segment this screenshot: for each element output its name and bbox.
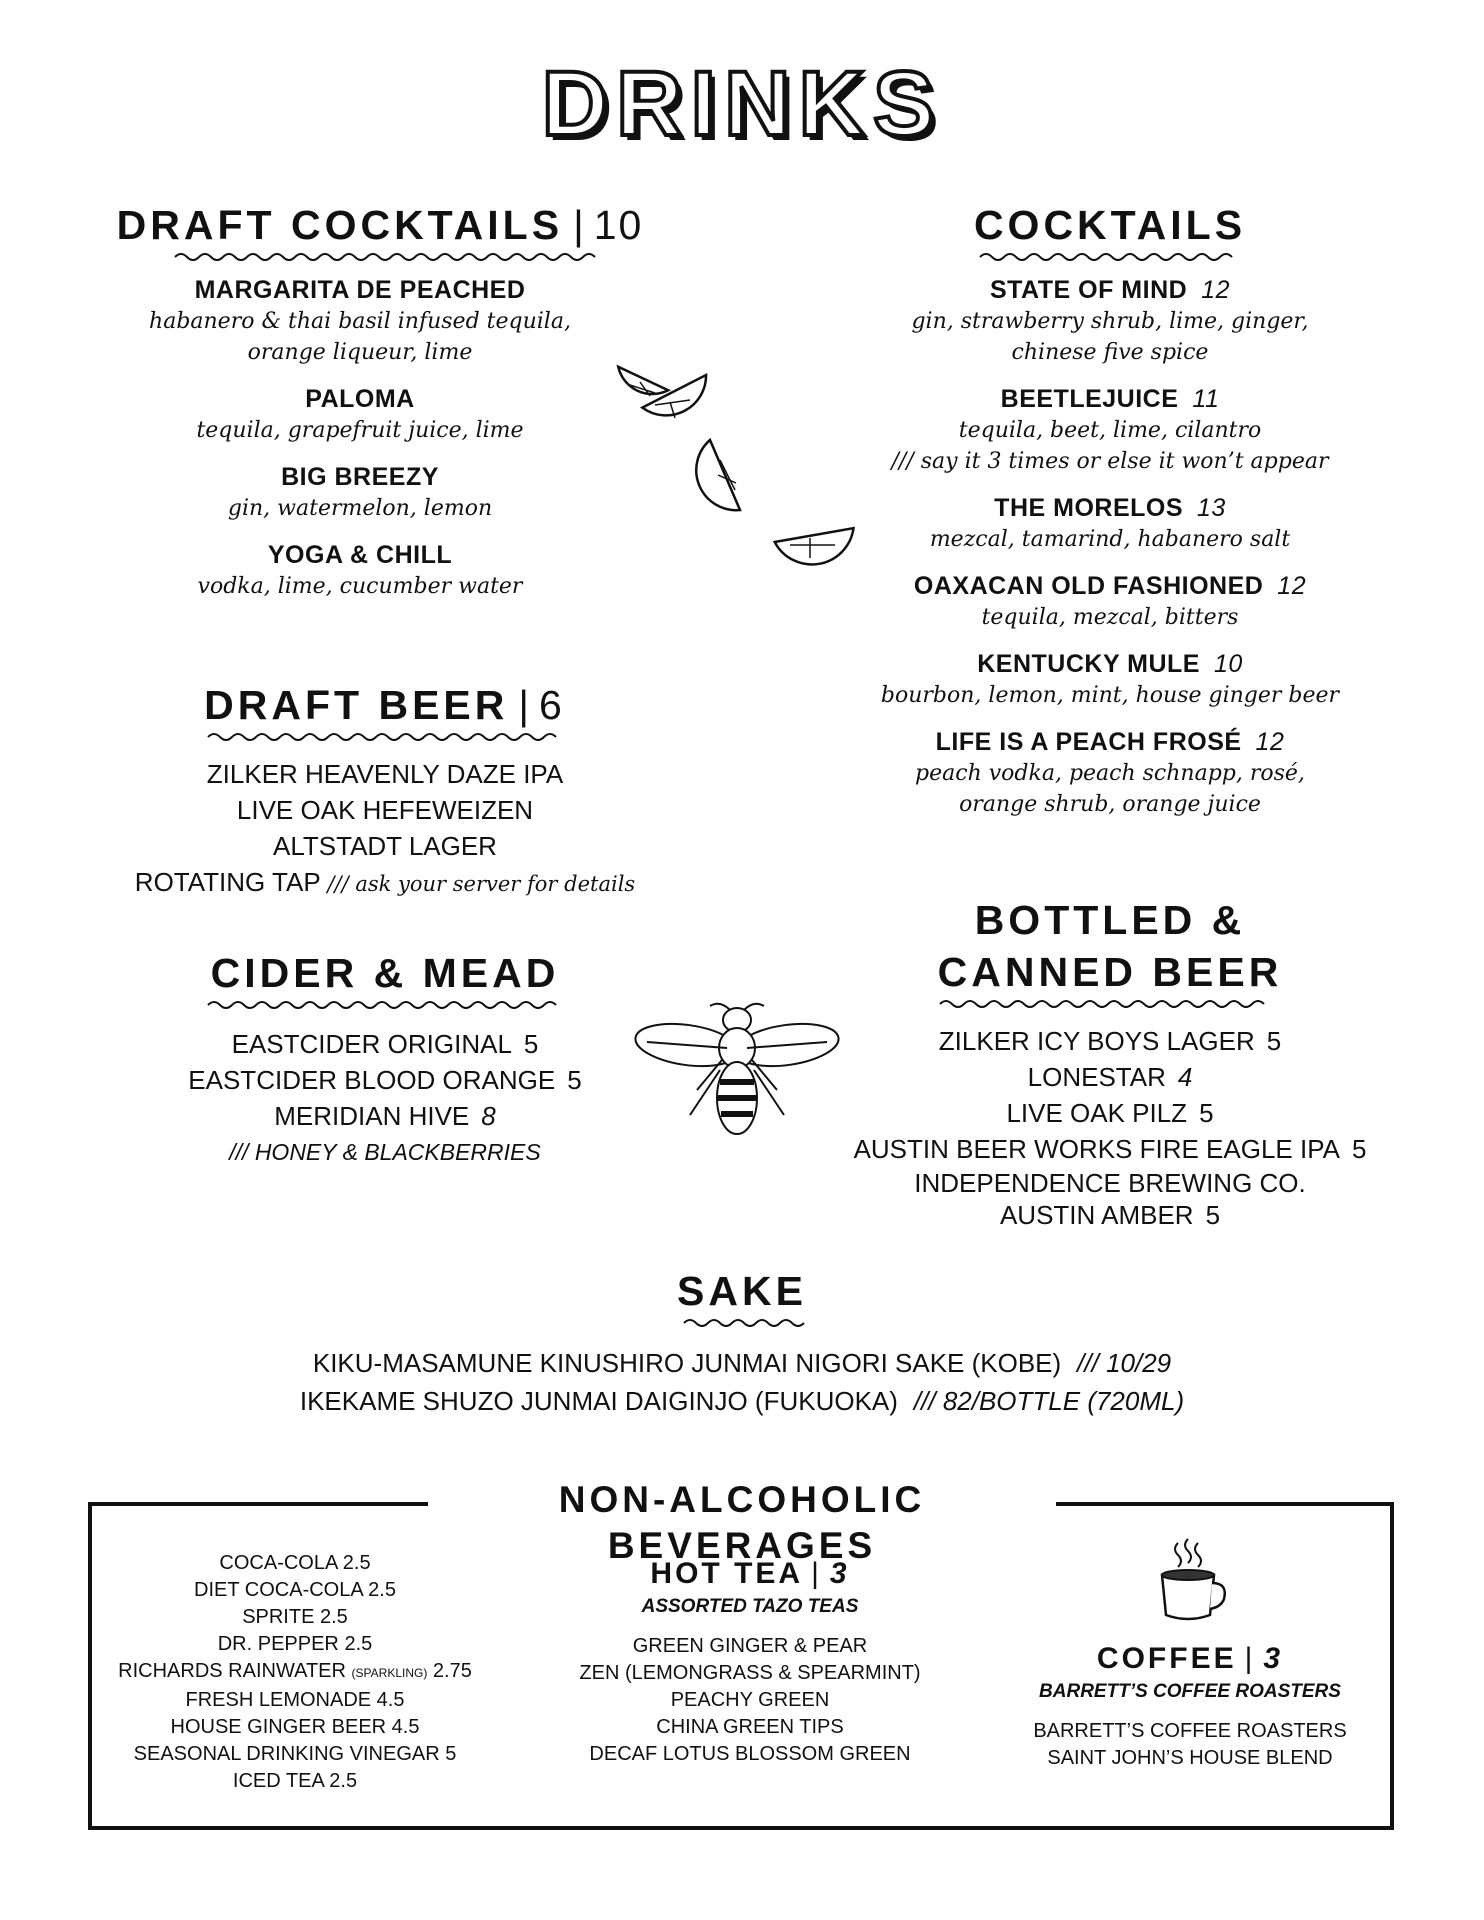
draft-beer-section [134,680,636,902]
page-title: DRINKS [541,53,943,155]
list-item: GREEN GINGER & PEAR [632,1635,868,1657]
list-item: LIFE IS A PEACH FROSÉ 12 peach vodka, peach schnapp, rosé, orange shrub, orange juice [915,728,1305,817]
wavy-divider [840,250,1380,266]
list-item: MERIDIAN HIVE 8 [274,1101,496,1131]
draft-cocktails-section [100,200,660,617]
wavy-divider [140,998,630,1014]
bee-icon [632,1000,842,1145]
non-alcoholic-heading: NON-ALCOHOLIC BEVERAGES [428,1477,1056,1569]
list-item: YOGA & CHILL vodka, lime, cucumber water [197,541,523,599]
list-item: FRESH LEMONADE 4.5 [185,1689,405,1711]
sake-section [0,1266,1484,1420]
list-item: SAINT JOHN’S HOUSE BLEND [1047,1747,1333,1769]
draft-cocktails-price: 10 [593,202,644,248]
list-item: KIKU-MASAMUNE KINUSHIRO JUNMAI NIGORI SAKE (KOBE) /// 10/29 [312,1348,1172,1378]
coffee-heading: COFFEE | 3 [1096,1642,1284,1675]
sake-heading: SAKE [677,1268,807,1314]
list-item: ROTATING TAP /// ask your server for details [134,867,636,897]
list-item: OAXACAN OLD FASHIONED 12 tequila, mezcal, bitters [913,572,1307,630]
list-item: PEACHY GREEN [670,1689,830,1711]
list-item: /// HONEY & BLACKBERRIES [229,1139,541,1165]
list-item: LIVE OAK PILZ 5 [1006,1098,1214,1128]
list-item: KENTUCKY MULE 10 bourbon, lemon, mint, house ginger beer [880,650,1340,708]
soft-drinks-list [110,1550,480,1795]
list-item: PALOMA tequila, grapefruit juice, lime [196,385,524,443]
lime-wedge-icon [610,360,870,605]
list-item: EASTCIDER ORIGINAL 5 [231,1029,539,1059]
list-item: ALTSTADT LAGER [273,831,497,861]
list-item: SPRITE 2.5 [242,1606,348,1628]
list-item: IKEKAME SHUZO JUNMAI DAIGINJO (FUKUOKA) /// 82/BOTTLE (720ML) [299,1386,1185,1416]
list-item: THE MORELOS 13 mezcal, tamarind, habanero salt [929,494,1291,552]
cider-mead-section [140,948,630,1170]
draft-beer-heading: DRAFT BEER | 6 [204,682,566,728]
list-item: INDEPENDENCE BREWING CO. AUSTIN AMBER 5 [914,1168,1306,1230]
list-item: CHINA GREEN TIPS [656,1716,844,1738]
hot-tea-section: HOT TEA | 3 ASSORTED TAZO TEAS GREEN GINGER & PEAR ZEN (LEMONGRASS & SPEARMINT) PEACHY GREEN CHINA GREEN TIPS DECAF LOTUS BLOSSOM GREEN [560,1555,940,1768]
list-item: BIG BREEZY gin, watermelon, lemon [227,463,493,521]
list-item: ZILKER HEAVENLY DAZE IPA [206,759,564,789]
list-item: COCA-COLA 2.5 [219,1552,371,1574]
list-item: LIVE OAK HEFEWEIZEN [236,795,534,825]
cider-mead-heading: CIDER & MEAD [210,950,560,996]
list-item: DECAF LOTUS BLOSSOM GREEN [589,1743,911,1765]
bottled-heading: BOTTLED & CANNED BEER [937,897,1283,995]
list-item: BEETLEJUICE 11 tequila, beet, lime, cilantro /// say it 3 times or else it won’t appear [891,385,1329,474]
list-item: ZEN (LEMONGRASS & SPEARMINT) [579,1662,921,1684]
list-item: STATE OF MIND 12 gin, strawberry shrub, lime, ginger, chinese five spice [911,276,1309,365]
wavy-divider [100,250,660,266]
list-item: RICHARDS RAINWATER (SPARKLING) 2.75 [118,1660,472,1682]
coffee-cup-icon [1150,1535,1230,1630]
bottled-canned-section [840,895,1380,1231]
list-item: DIET COCA-COLA 2.5 [194,1579,396,1601]
cocktails-heading: COCKTAILS [973,202,1247,248]
list-item: HOUSE GINGER BEER 4.5 [170,1716,420,1738]
list-item: ZILKER ICY BOYS LAGER 5 [938,1026,1282,1056]
list-item: DR. PEPPER 2.5 [217,1633,373,1655]
list-item: LONESTAR 4 [1027,1062,1193,1092]
coffee-section: COFFEE | 3 BARRETT’S COFFEE ROASTERS BARRETT’S COFFEE ROASTERS SAINT JOHN’S HOUSE BLEND [1010,1640,1370,1772]
cocktails-section [840,200,1380,835]
list-item: MARGARITA DE PEACHED habanero & thai basil infused tequila, orange liqueur, lime [149,276,571,365]
list-item: SEASONAL DRINKING VINEGAR 5 [133,1743,457,1765]
list-item: EASTCIDER BLOOD ORANGE 5 [188,1065,582,1095]
list-item: AUSTIN BEER WORKS FIRE EAGLE IPA 5 [853,1134,1367,1164]
hot-tea-heading: HOT TEA | 3 [650,1557,850,1590]
list-item: BARRETT’S COFFEE ROASTERS [1033,1720,1347,1742]
wavy-divider [140,730,630,746]
list-item: ICED TEA 2.5 [232,1770,358,1792]
draft-cocktails-heading: DRAFT COCKTAILS | 10 [116,202,644,248]
wavy-divider [0,1316,1484,1332]
wavy-divider [840,997,1380,1013]
